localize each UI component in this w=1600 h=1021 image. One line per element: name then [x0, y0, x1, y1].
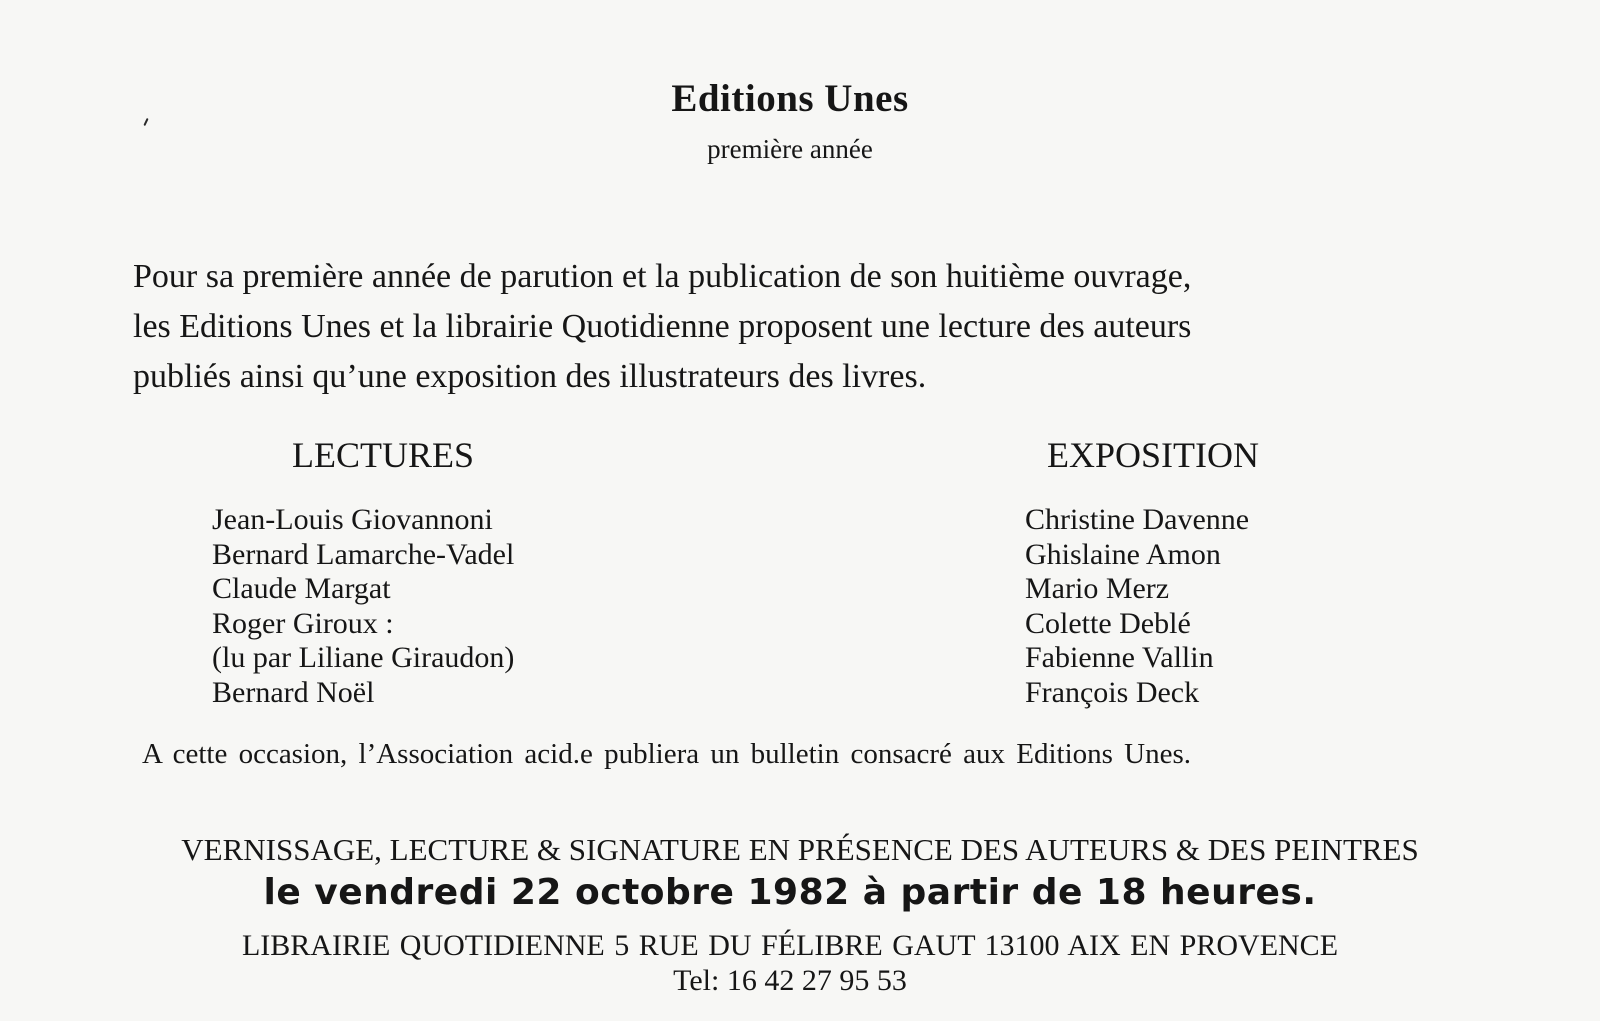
author-name: Jean-Louis Giovannoni [212, 503, 493, 536]
lectures-heading: LECTURES [292, 435, 475, 475]
intro-line: les Editions Unes et la librairie Quotidienne proposent une lecture des auteurs [133, 308, 1192, 345]
illustrator-name: Colette Deblé [1025, 606, 1191, 640]
author-name: Bernard Noël [212, 675, 375, 709]
intro-line: Pour sa première année de parution et la publication de son huitième ouvrage, [133, 258, 1192, 295]
event-address: LIBRAIRIE QUOTIDIENNE 5 RUE DU FÉLIBRE GAUT 13100 AIX EN PROVENCE [241, 929, 1339, 962]
intro-paragraph [133, 252, 1453, 402]
occasion-note: A cette occasion, l’Association acid.e publiera un bulletin consacré aux Editions Unes. [142, 738, 1192, 770]
illustrator-name: Mario Merz [1025, 572, 1170, 606]
illustrator-name: Christine Davenne [1025, 503, 1250, 536]
vernissage-line: VERNISSAGE, LECTURE & SIGNATURE EN PRÉSENCE DES AUTEURS & DES PEINTRES [181, 832, 1419, 867]
illustrator-name: François Deck [1025, 675, 1200, 709]
exposition-heading: EXPOSITION [1047, 435, 1259, 475]
author-name: Bernard Lamarche-Vadel [212, 537, 515, 571]
author-name: Claude Margat [212, 572, 391, 606]
intro-line: publiés ainsi qu’une exposition des illustrateurs des livres. [133, 358, 927, 395]
illustrator-name: Ghislaine Amon [1025, 537, 1221, 571]
illustrator-name: Fabienne Vallin [1025, 641, 1214, 675]
event-phone: Tel: 16 42 27 95 53 [673, 964, 907, 997]
page-subtitle: première année [707, 134, 873, 164]
lectures-list [212, 503, 514, 711]
author-name: Roger Giroux : [212, 606, 394, 640]
page-title: Editions Unes [671, 77, 909, 120]
exposition-list [1025, 503, 1249, 711]
event-date: le vendredi 22 octobre 1982 à partir de 18 heures. [263, 872, 1317, 913]
author-name: (lu par Liliane Giraudon) [212, 641, 515, 675]
